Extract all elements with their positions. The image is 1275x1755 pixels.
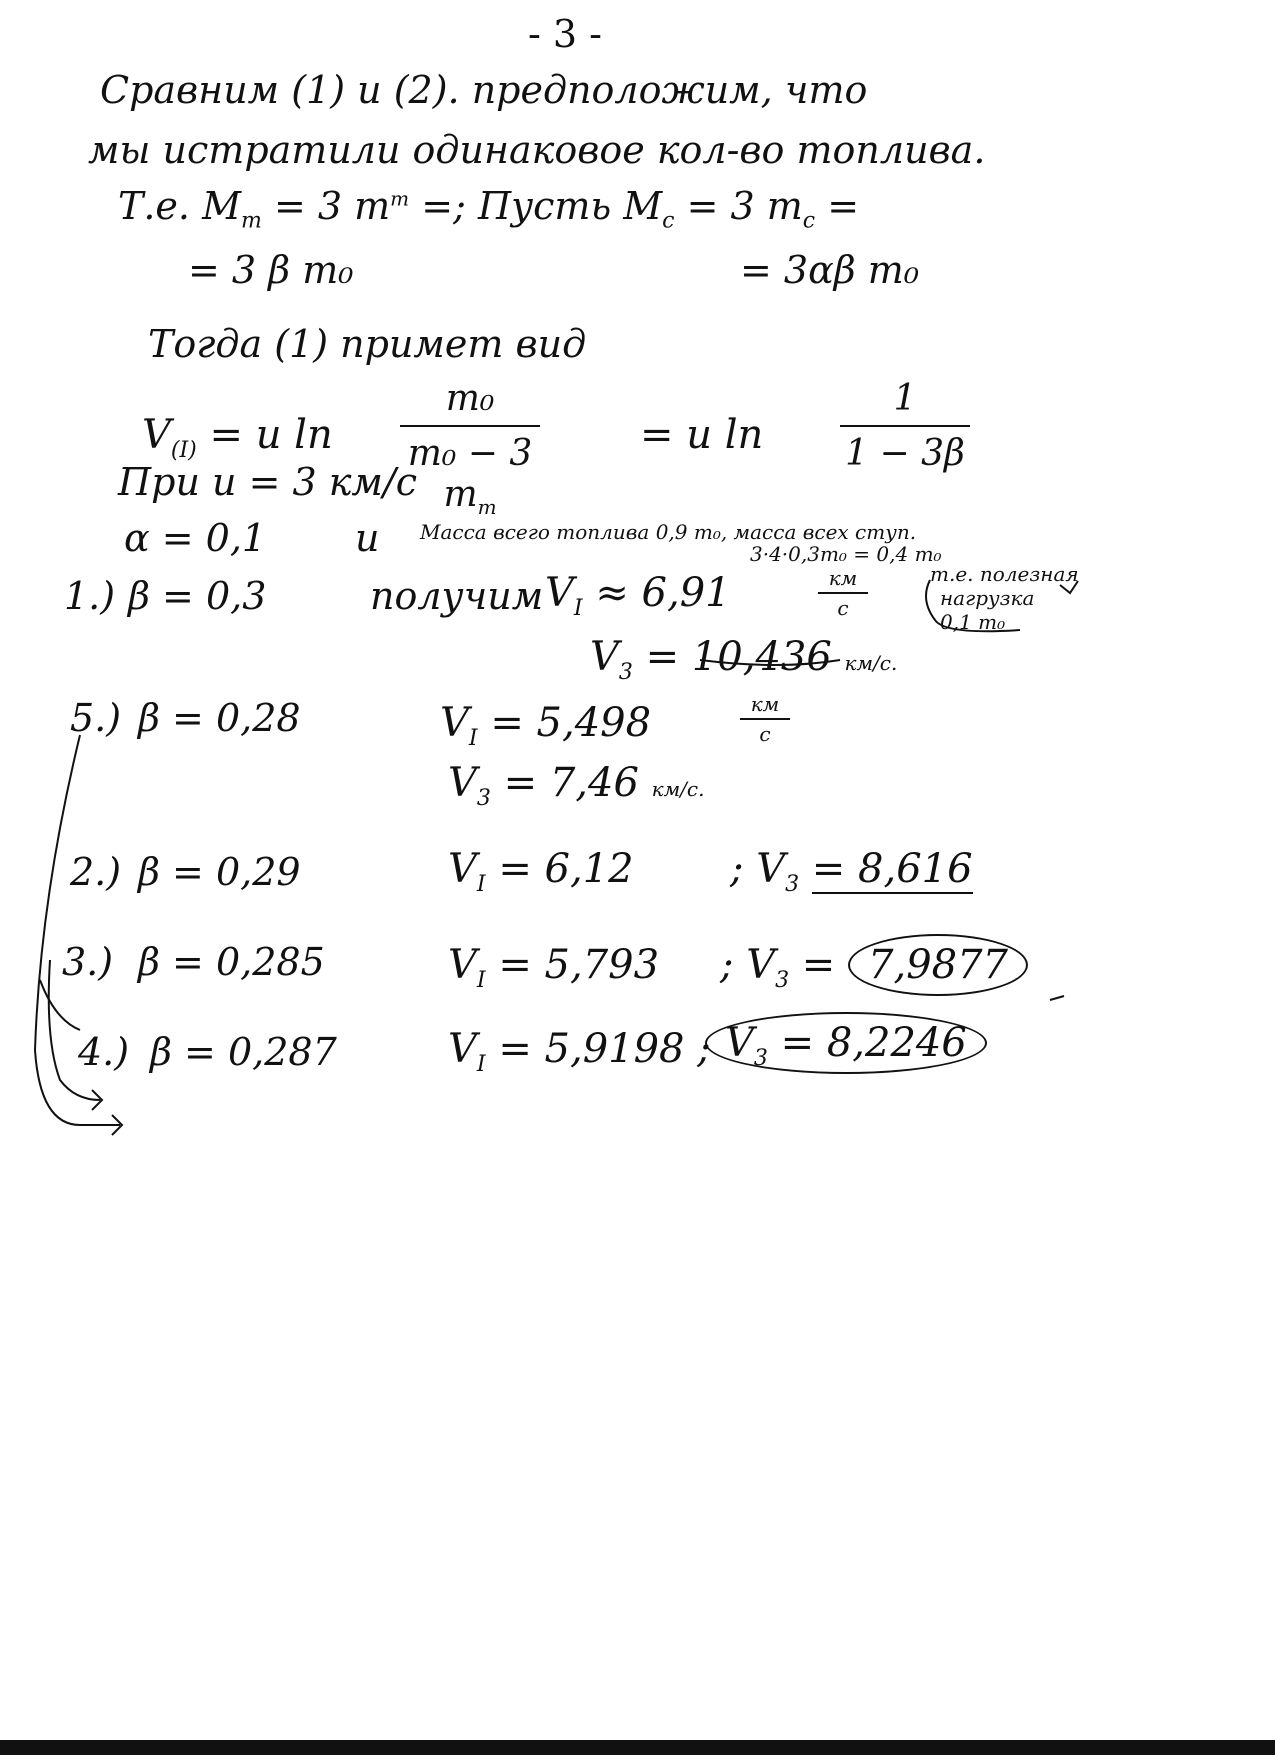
formula-fraction-2: 1 1 − 3β xyxy=(840,378,970,474)
case-2-beta: β = 0,29 xyxy=(138,850,301,894)
tick-mark xyxy=(1060,581,1078,593)
arrow-curve-3 xyxy=(40,980,80,1030)
case-3-label: 3.) xyxy=(62,940,114,984)
case-5-v1-unit: км с xyxy=(740,692,790,746)
intro-line-4a: = 3 β m₀ xyxy=(188,248,354,292)
side-note-2: 3·4·0,3m₀ = 0,4 m₀ xyxy=(750,542,942,566)
case-1-beta: β = 0,3 xyxy=(128,574,267,618)
case-1-v1: $V_I \approx 6,91$ xyxy=(545,570,731,621)
underline-stroke xyxy=(700,660,840,665)
case-2-v1: $V_I = 6,12$ xyxy=(448,846,634,897)
side-note-3: т.е. полезная xyxy=(930,562,1079,586)
case-5-beta: β = 0,28 xyxy=(138,696,301,740)
case-4-v3: $V_3 = 8,2246$ xyxy=(705,1020,987,1071)
case-3-beta: β = 0,285 xyxy=(138,940,325,984)
intro-line-4b: = 3αβ m₀ xyxy=(740,248,920,292)
case-1-v1-unit: км с xyxy=(818,566,868,620)
intro-line-1: Сравним (1) и (2). предположим, что xyxy=(100,68,868,112)
arrow-curve-2 xyxy=(49,960,100,1100)
scan-bottom-border xyxy=(0,1740,1275,1755)
formula-fraction-1: m₀ m₀ − 3 $m_т$ xyxy=(400,378,540,519)
arrow-curve-1 xyxy=(35,735,120,1125)
case-1-v3: $V_3 = 10,436$ км/с. xyxy=(590,634,898,685)
intro-line-3: Т.е. $M_т = 3$ $m^т$ =; Пусть $M_с = 3$ $m_с$ = xyxy=(118,184,860,234)
small-tick xyxy=(1050,996,1064,1000)
case-5-label: 5.) xyxy=(70,696,122,740)
case-4-beta: β = 0,287 xyxy=(150,1030,337,1074)
u-line: При u = 3 км/с xyxy=(118,460,418,504)
case-5-v1: $V_I = 5,498$ xyxy=(440,700,652,751)
case-5-v3: $V_3 = 7,46$ км/с. xyxy=(448,760,705,811)
side-note-4: нагрузка xyxy=(940,586,1035,610)
case-1-label: 1.) xyxy=(64,574,116,618)
side-note-1: Масса всего топлива 0,9 m₀, масса всех ступ. xyxy=(420,520,917,544)
case-2-v3: ; $V_3 = 8,616$ xyxy=(730,846,973,897)
case-4-v1: $V_I = 5,9198$ ; xyxy=(448,1026,711,1077)
case-1-pre: получим xyxy=(370,574,544,618)
formula-intro: Тогда (1) примет вид xyxy=(148,322,587,366)
intro-line-2: мы истратили одинаковое кол-во топлива. xyxy=(88,128,986,172)
formula-eq2: = u ln xyxy=(640,412,764,458)
and-text: и xyxy=(355,516,380,560)
side-note-5: 0,1 m₀ xyxy=(940,610,1006,634)
alpha-line: α = 0,1 xyxy=(124,516,267,560)
case-4-label: 4.) xyxy=(78,1030,130,1074)
page-number: - 3 - xyxy=(528,12,603,56)
case-2-label: 2.) xyxy=(70,850,122,894)
formula-lhs: $V_{(I)} = u$ ln xyxy=(142,412,333,463)
case-3-v1: $V_I = 5,793$ xyxy=(448,942,660,993)
case-3-v3: ; $V_3 = 7,9877$ xyxy=(720,942,1028,993)
note-bracket xyxy=(926,580,1020,631)
